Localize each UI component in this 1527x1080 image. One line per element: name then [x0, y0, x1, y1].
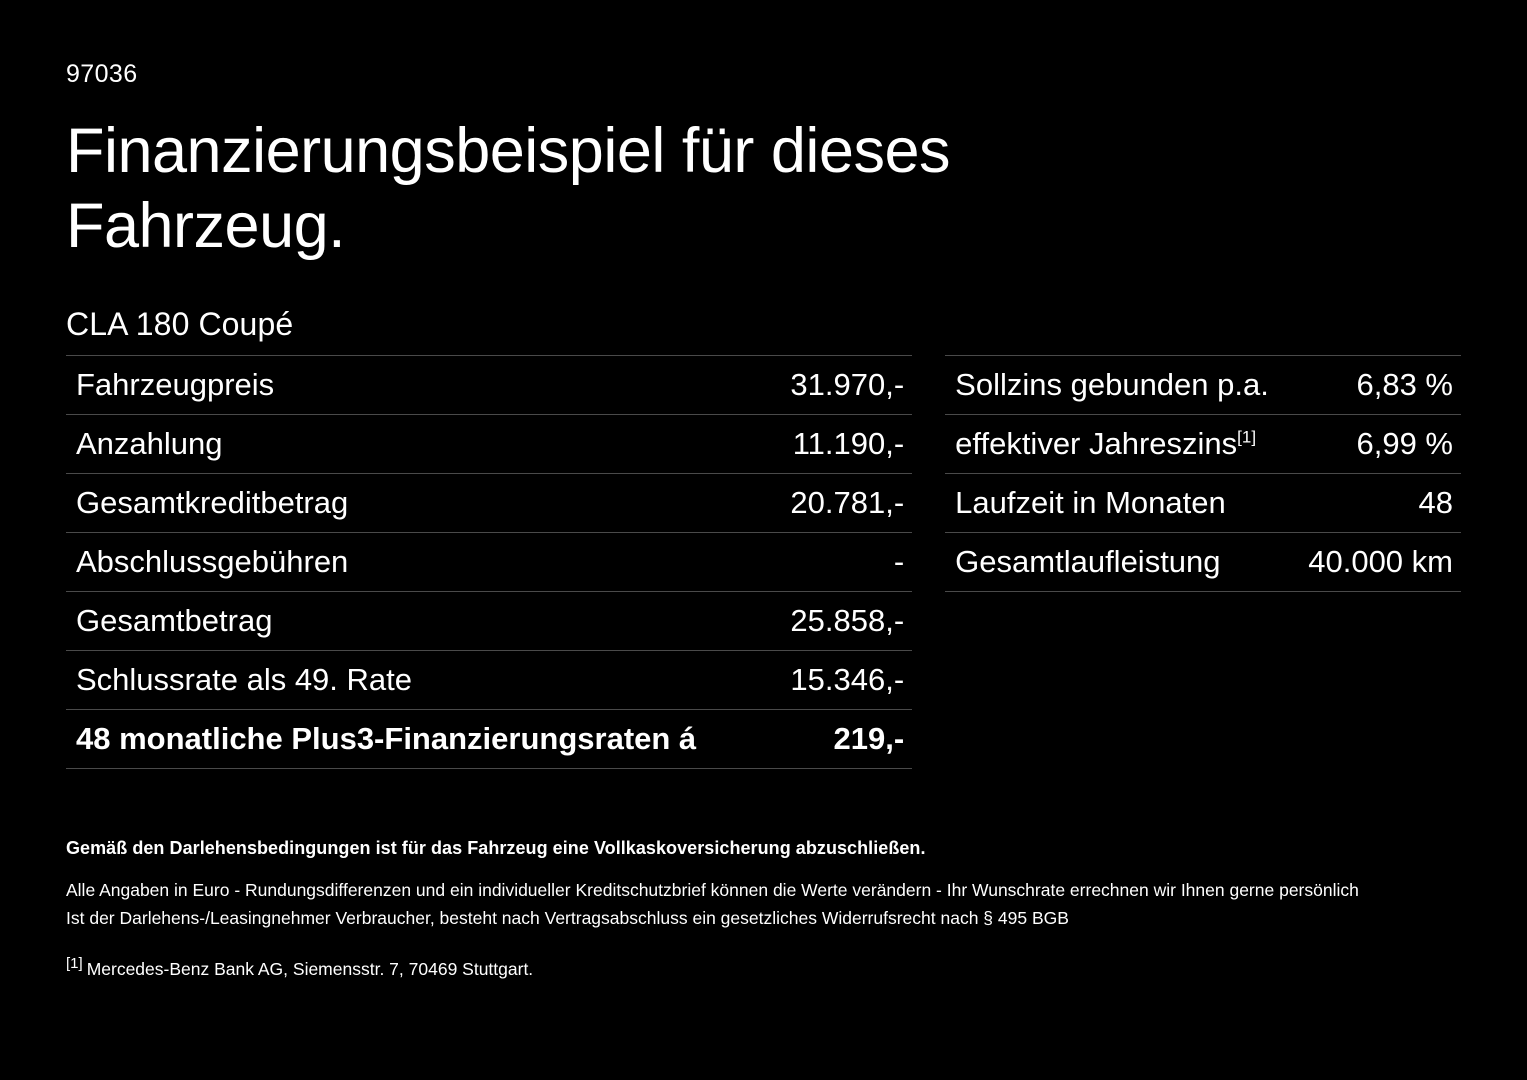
row-value: 6,99 % [1356, 426, 1453, 462]
row-label: Gesamtbetrag [76, 603, 273, 639]
row-value: 11.190,- [792, 426, 905, 462]
footnote-source [66, 954, 1461, 980]
row-label: Gesamtkreditbetrag [76, 485, 349, 521]
row-label [945, 415, 1257, 474]
table-row [66, 651, 912, 710]
vehicle-model-name: CLA 180 Coupé [66, 306, 294, 343]
table-row [945, 415, 1461, 474]
table-row [945, 356, 1461, 415]
row-label: Anzahlung [76, 426, 223, 462]
table-row [66, 356, 912, 415]
row-value: 48 [1418, 485, 1453, 521]
footnote-source-marker: [1] [66, 954, 83, 972]
row-label: Schlussrate als 49. Rate [76, 662, 413, 698]
row-value: 6,83 % [1356, 367, 1453, 403]
footnote-line-2: Ist der Darlehens-/Leasingnehmer Verbraucher, besteht nach Vertragsabschluss ein gesetzliches Widerrufsrecht nach § 495 BGB [66, 908, 1069, 929]
row-label: Fahrzeugpreis [76, 367, 275, 403]
table-row [945, 474, 1461, 533]
footnote-notice: Gemäß den Darlehensbedingungen ist für das Fahrzeug eine Vollkaskoversicherung abzuschließen. [66, 838, 926, 858]
finance-table-terms [945, 355, 1461, 592]
row-value: 15.346,- [790, 662, 905, 698]
finance-tables [66, 355, 1461, 769]
table-row [66, 415, 912, 474]
footnotes-section [66, 838, 1461, 980]
row-label-text: effektiver Jahreszins [955, 426, 1238, 462]
footnote-source-text: Mercedes-Benz Bank AG, Siemensstr. 7, 70469 Stuttgart. [86, 958, 534, 979]
finance-table-primary [66, 355, 912, 769]
row-label: Laufzeit in Monaten [955, 485, 1226, 521]
row-label: Gesamtlaufleistung [955, 544, 1221, 580]
table-row-monthly-rate [66, 710, 912, 769]
page-title: Finanzierungsbeispiel für dieses Fahrzeug. [66, 116, 950, 261]
row-value: - [893, 544, 905, 580]
table-row [66, 533, 912, 592]
row-label: Abschlussgebühren [76, 544, 349, 580]
row-value: 40.000 km [1308, 544, 1453, 580]
row-value: 31.970,- [790, 367, 905, 403]
footnote-line-1: Alle Angaben in Euro - Rundungsdifferenzen und ein individueller Kreditschutzbrief können die Werte verändern - Ihr Wunschrate errechnen wir Ihnen gerne persönlich [66, 880, 1359, 900]
row-label: Sollzins gebunden p.a. [955, 367, 1269, 403]
row-value: 20.781,- [790, 485, 905, 521]
table-row [945, 533, 1461, 592]
row-label: 48 monatliche Plus3-Finanzierungsraten á [76, 721, 697, 757]
footnote-marker: [1] [1237, 427, 1257, 447]
row-value: 25.858,- [790, 603, 905, 639]
table-row [66, 592, 912, 651]
row-value: 219,- [833, 721, 905, 757]
table-row [66, 474, 912, 533]
reference-number: 97036 [66, 60, 138, 88]
